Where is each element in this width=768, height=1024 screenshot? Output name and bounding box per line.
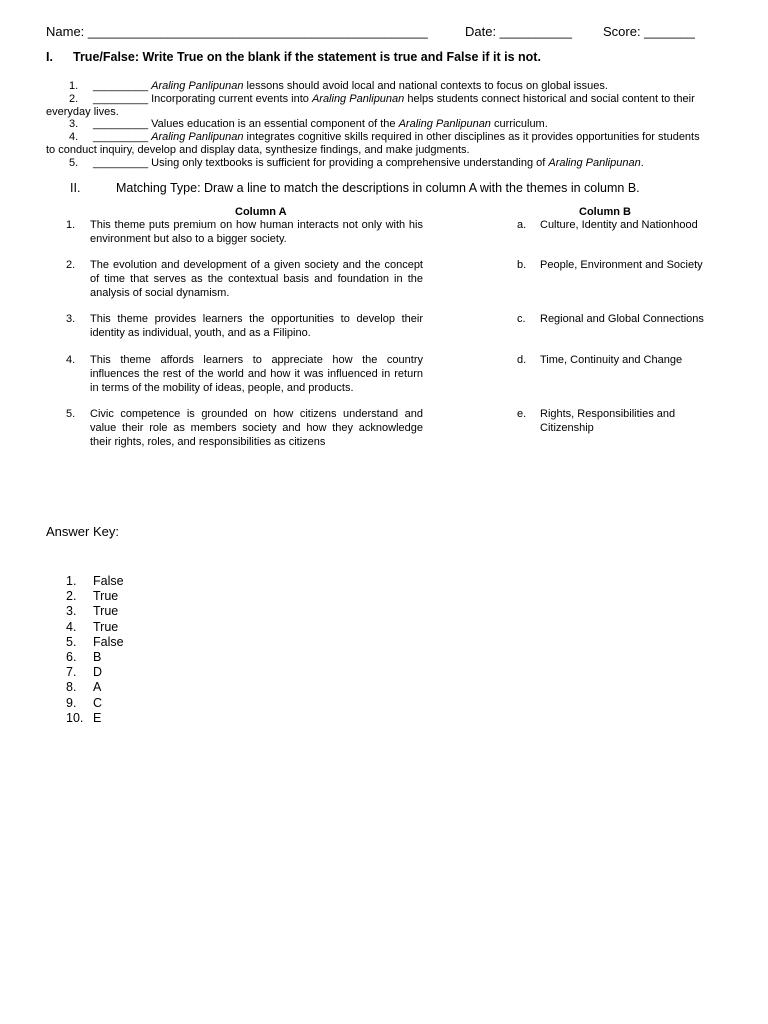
- tf-item-number: 3.: [69, 118, 79, 131]
- answer-key-item: [66, 574, 124, 589]
- tf-item-text: helps students connect historical and social content to their: [404, 92, 695, 105]
- answer-key-item: [66, 696, 124, 711]
- tf-item-number: 1.: [69, 80, 79, 92]
- answer-number: 5.: [66, 634, 77, 649]
- column-a-number: 3.: [66, 313, 76, 325]
- tf-item: [46, 131, 736, 157]
- column-a-number: 1.: [66, 219, 76, 231]
- tf-item-subject: Araling Panlipunan: [151, 131, 244, 144]
- section-2-title: Matching Type: Draw a line to match the descriptions in column A with the themes in column B.: [116, 181, 640, 195]
- answer-number: 7.: [66, 665, 77, 680]
- answer-key-item: [66, 711, 124, 726]
- column-b-text: Time, Continuity and Change: [540, 354, 683, 366]
- answer-value: C: [93, 695, 103, 710]
- column-b-header: Column B: [579, 206, 631, 218]
- answer-key-item: [66, 665, 124, 680]
- answer-key-item: [66, 635, 124, 650]
- answer-value: B: [93, 650, 102, 665]
- column-b-text: Regional and Global Connections: [540, 313, 704, 325]
- answer-key-item: [66, 604, 124, 619]
- tf-answer-blank: _________: [93, 80, 149, 92]
- tf-item-text: .: [640, 156, 644, 169]
- section-1-title: True/False: Write True on the blank if the statement is true and False if it is not.: [73, 50, 541, 64]
- tf-item-subject: Araling Panlipunan: [398, 118, 491, 131]
- column-b-text: Culture, Identity and Nationhood: [540, 219, 698, 231]
- tf-item: [46, 118, 736, 131]
- answer-number: 6.: [66, 650, 77, 665]
- tf-item: [46, 80, 736, 93]
- answer-number: 1.: [66, 574, 77, 588]
- column-b-letter: a.: [517, 219, 527, 231]
- answer-value: False: [93, 634, 124, 649]
- column-a-text: This theme affords learners to appreciate how the country influences the rest of the world and how it was influenced in return in terms of the mobility of ideas, people, and products.: [90, 354, 423, 394]
- answer-number: 2.: [66, 589, 77, 604]
- answer-key-item: [66, 620, 124, 635]
- answer-value: D: [93, 665, 103, 680]
- answer-value: True: [93, 604, 119, 619]
- answer-value: E: [93, 710, 102, 725]
- column-b-text: People, Environment and Society: [540, 259, 703, 271]
- tf-item: [46, 93, 736, 119]
- answer-key-title: Answer Key:: [46, 524, 119, 539]
- column-a-number: 4.: [66, 354, 76, 366]
- tf-item-text: lessons should avoid local and national contexts to focus on global issues.: [243, 80, 608, 92]
- column-a-number: 5.: [66, 408, 76, 420]
- column-b-letter: d.: [517, 354, 527, 366]
- answer-value: True: [93, 619, 119, 634]
- tf-answer-blank: _________: [93, 131, 149, 144]
- answer-value: False: [93, 574, 124, 588]
- tf-answer-blank: _________: [93, 118, 149, 131]
- tf-item-subject: Araling Panlipunan: [311, 92, 405, 105]
- answer-number: 10.: [66, 710, 84, 725]
- tf-item-number: 5.: [69, 156, 79, 169]
- answer-value: A: [93, 680, 102, 695]
- tf-item-text: Using only textbooks is sufficient for providing a comprehensive understanding of: [148, 156, 549, 169]
- answer-number: 3.: [66, 604, 77, 619]
- tf-item-text: Incorporating current events into: [148, 92, 312, 105]
- true-false-list: [46, 80, 736, 170]
- tf-item-subject: Araling Panlipunan: [548, 156, 641, 169]
- tf-answer-blank: _________: [93, 92, 149, 105]
- column-a-number: 2.: [66, 259, 76, 271]
- column-a-text: This theme provides learners the opportunities to develop their identity as individual, youth, and as a Filipino.: [90, 313, 423, 339]
- answer-number: 8.: [66, 680, 77, 695]
- name-field: Name: _______________________________________________: [46, 24, 428, 39]
- answer-key-item: [66, 650, 124, 665]
- section-1-heading: [46, 50, 541, 64]
- column-a-text: Civic competence is grounded on how citizens understand and value their role as members society and how they acknowledge their rights, roles, and responsibilities as citizens: [90, 408, 423, 448]
- answer-key-list: [66, 574, 124, 726]
- tf-item-continuation: everyday lives.: [46, 105, 119, 118]
- answer-number: 4.: [66, 619, 77, 634]
- column-a-header: Column A: [235, 206, 287, 218]
- column-a-text: The evolution and development of a given society and the concept of time that serves as the contextual basis and foundation in the analysis of social dynamism.: [90, 259, 423, 299]
- column-b-letter: e.: [517, 408, 527, 420]
- tf-item-subject: Araling Panlipunan: [151, 80, 244, 92]
- date-field: Date: __________: [465, 24, 572, 39]
- tf-item-text: Values education is an essential component of the: [148, 118, 399, 131]
- column-b-letter: c.: [517, 313, 526, 325]
- answer-key-item: [66, 589, 124, 604]
- section-2-number: II.: [70, 181, 81, 195]
- section-1-number: I.: [46, 50, 53, 64]
- tf-item-continuation: to conduct inquiry, develop and display data, synthesize findings, and make judgments.: [46, 143, 470, 156]
- score-field: Score: _______: [603, 24, 695, 39]
- tf-item-text: integrates cognitive skills required in other disciplines as it provides opportunities for students: [243, 131, 700, 144]
- tf-answer-blank: _________: [93, 156, 149, 169]
- tf-item-number: 2.: [69, 92, 79, 105]
- tf-item: [46, 157, 736, 170]
- answer-number: 9.: [66, 695, 77, 710]
- column-b-letter: b.: [517, 259, 527, 271]
- column-a-text: This theme puts premium on how human interacts not only with his environment but also to a bigger society.: [90, 219, 423, 245]
- answer-key-item: [66, 680, 124, 695]
- tf-item-number: 4.: [69, 131, 79, 144]
- column-b-text: Rights, Responsibilities and Citizenship: [540, 408, 676, 434]
- answer-value: True: [93, 589, 119, 604]
- tf-item-text: curriculum.: [490, 118, 548, 131]
